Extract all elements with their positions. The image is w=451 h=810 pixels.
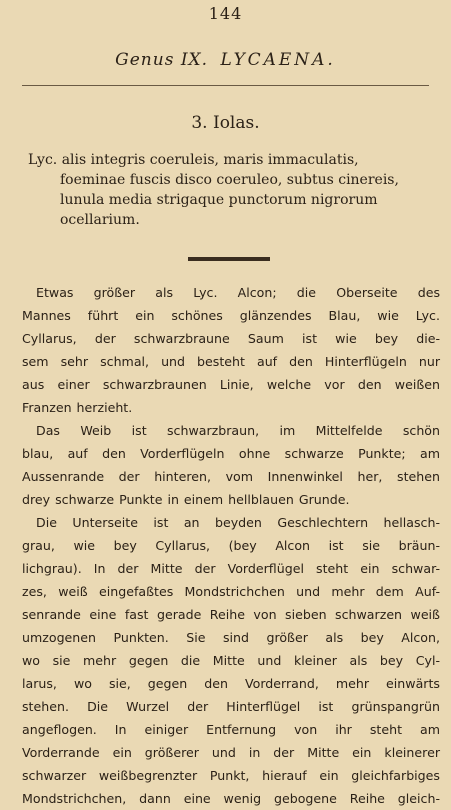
latin-line: foeminae fuscis disco coeruleo, subtus cinereis, xyxy=(60,172,399,188)
text-line: senrande eine fast gerade Reihe von sieben schwarzen weiß xyxy=(22,607,440,622)
text-line: stehen. Die Wurzel der Hinterflügel ist grünspangrün xyxy=(22,699,440,714)
text-line: Mondstrichchen, dann eine wenig gebogene Reihe gleich- xyxy=(22,791,440,806)
german-description xyxy=(22,281,440,810)
species-title: 3. Iolas. xyxy=(191,113,260,133)
text-line: Vorderrande ein größerer und in der Mitte ein kleinerer xyxy=(22,745,440,760)
text-line: grau, wie bey Cyllarus, (bey Alcon ist sie bräun- xyxy=(22,538,440,553)
text-line: sem sehr schmal, und besteht auf den Hinterflügeln nur xyxy=(22,354,440,369)
text-line: umzogenen Punkten. Sie sind größer als bey Alcon, xyxy=(22,630,440,645)
latin-line: Lyc. alis integris coeruleis, maris immaculatis, xyxy=(28,152,359,168)
text-line: larus, wo sie, gegen den Vorderrand, mehr einwärts xyxy=(22,676,440,691)
text-line: angeflogen. In einiger Entfernung von ihr steht am xyxy=(22,722,440,737)
text-line: Franzen herzieht. xyxy=(22,400,133,415)
text-line: schwarzer weißbegrenzter Punkt, hierauf ein gleichfarbiges xyxy=(22,768,440,783)
text-line: drey schwarze Punkte in einem hellblauen Grunde. xyxy=(22,492,350,507)
latin-line: ocellarium. xyxy=(60,212,140,228)
text-line: Aussenrande der hinteren, vom Innenwinkel her, stehen xyxy=(22,469,440,484)
latin-diagnosis xyxy=(28,150,440,230)
text-line: Etwas größer als Lyc. Alcon; die Oberseite des xyxy=(36,285,440,300)
text-line: wo sie mehr gegen die Mitte und kleiner als bey Cyl- xyxy=(22,653,440,668)
genus-label: Genus IX. xyxy=(115,50,209,70)
text-line: aus einer schwarzbraunen Linie, welche vor den weißen xyxy=(22,377,440,392)
text-line: blau, auf den Vorderflügeln ohne schwarze Punkte; am xyxy=(22,446,440,461)
text-line: lichgrau). In der Mitte der Vorderflügel steht ein schwar- xyxy=(22,561,440,576)
text-line: Cyllarus, der schwarzbraune Saum ist wie bey die- xyxy=(22,331,440,346)
running-header xyxy=(0,50,451,70)
section-separator xyxy=(188,257,270,261)
text-line: Mannes führt ein schönes glänzendes Blau, wie Lyc. xyxy=(22,308,440,323)
text-line: Die Unterseite ist an beyden Geschlechtern hellasch- xyxy=(36,515,440,530)
latin-line: lunula media strigaque punctorum nigrorum xyxy=(60,192,378,208)
header-rule xyxy=(22,85,429,86)
text-line: zes, weiß eingefaßtes Mondstrichchen und mehr dem Auf- xyxy=(22,584,440,599)
genus-name: LYCAENA. xyxy=(220,50,336,70)
page-number: 144 xyxy=(208,4,243,23)
text-line: Das Weib ist schwarzbraun, im Mittelfelde schön xyxy=(36,423,440,438)
